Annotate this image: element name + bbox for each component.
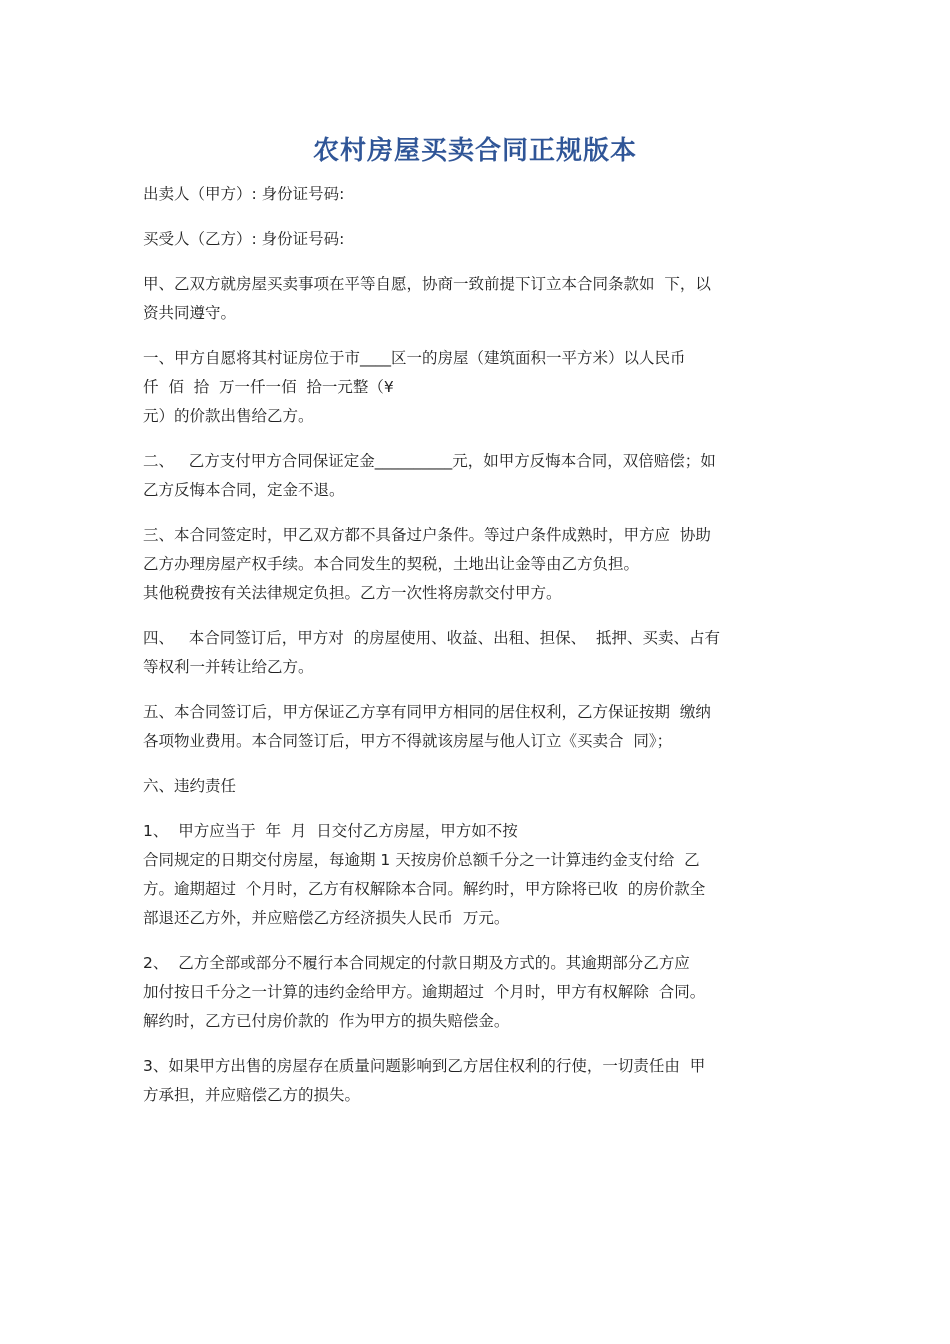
paragraph-line: 乙方办理房屋产权手续。本合同发生的契税，土地出让金等由乙方负担。 <box>143 555 640 573</box>
paragraph-line: 3、如果甲方出售的房屋存在质量问题影响到乙方居住权利的行使，一切责任由 甲 <box>143 1057 706 1075</box>
paragraph-line: 2、 乙方全部或部分不履行本合同规定的付款日期及方式的。其逾期部分乙方应 <box>143 954 690 972</box>
paragraph-line: 1、 甲方应当于 年 月 日交付乙方房屋，甲方如不按 <box>143 822 518 840</box>
paragraph <box>143 447 811 505</box>
paragraph <box>143 344 811 431</box>
paragraph-line: 仟 佰 拾 万一仟一佰 拾一元整（¥ <box>143 378 394 396</box>
paragraph <box>143 817 811 933</box>
paragraph-line: 出卖人（甲方）: 身份证号码: <box>143 185 345 203</box>
paragraph <box>143 698 811 756</box>
paragraph-line: 二、 乙方支付甲方合同保证定金__________元，如甲方反悔本合同，双倍赔偿；如 <box>143 452 716 470</box>
paragraph-line: 买受人（乙方）: 身份证号码: <box>143 230 345 248</box>
paragraph-line: 加付按日千分之一计算的违约金给甲方。逾期超过 个月时，甲方有权解除 合同。 <box>143 983 706 1001</box>
paragraph-line: 资共同遵守。 <box>143 304 237 322</box>
paragraph <box>143 772 811 801</box>
paragraph-line: 其他税费按有关法律规定负担。乙方一次性将房款交付甲方。 <box>143 584 562 602</box>
paragraph <box>143 270 811 328</box>
paragraph-line: 部退还乙方外，并应赔偿乙方经济损失人民币 万元。 <box>143 909 510 927</box>
document-title: 农村房屋买卖合同正规版本 <box>312 136 637 166</box>
paragraph-line: 四、 本合同签订后，甲方对 的房屋使用、收益、出租、担保、 抵押、买卖、占有 <box>143 629 720 647</box>
paragraph-line: 六、违约责任 <box>143 777 237 795</box>
paragraph <box>143 1052 811 1110</box>
paragraph <box>143 180 811 209</box>
document-body <box>143 180 811 1126</box>
paragraph <box>143 624 811 682</box>
paragraph-line: 甲、乙双方就房屋买卖事项在平等自愿，协商一致前提下订立本合同条款如 下，以 <box>143 275 711 293</box>
paragraph-line: 乙方反悔本合同，定金不退。 <box>143 481 345 499</box>
paragraph <box>143 225 811 254</box>
paragraph-line: 方。逾期超过 个月时，乙方有权解除本合同。解约时，甲方除将已收 的房价款全 <box>143 880 706 898</box>
paragraph-line: 元）的价款出售给乙方。 <box>143 407 314 425</box>
paragraph <box>143 949 811 1036</box>
paragraph <box>143 521 811 608</box>
paragraph-line: 合同规定的日期交付房屋，每逾期 1 天按房价总额千分之一计算违约金支付给 乙 <box>143 851 700 869</box>
paragraph-line: 各项物业费用。本合同签订后，甲方不得就该房屋与他人订立《买卖合 同》； <box>143 732 673 750</box>
paragraph-line: 五、本合同签订后，甲方保证乙方享有同甲方相同的居住权利，乙方保证按期 缴纳 <box>143 703 711 721</box>
paragraph-line: 解约时，乙方已付房价款的 作为甲方的损失赔偿金。 <box>143 1012 510 1030</box>
paragraph-line: 等权利一并转让给乙方。 <box>143 658 314 676</box>
paragraph-line: 三、本合同签定时，甲乙双方都不具备过户条件。等过户条件成熟时，甲方应 协助 <box>143 526 711 544</box>
paragraph-line: 一、甲方自愿将其村证房位于市____区一的房屋（建筑面积一平方米）以人民币 <box>143 349 686 367</box>
paragraph-line: 方承担，并应赔偿乙方的损失。 <box>143 1086 361 1104</box>
